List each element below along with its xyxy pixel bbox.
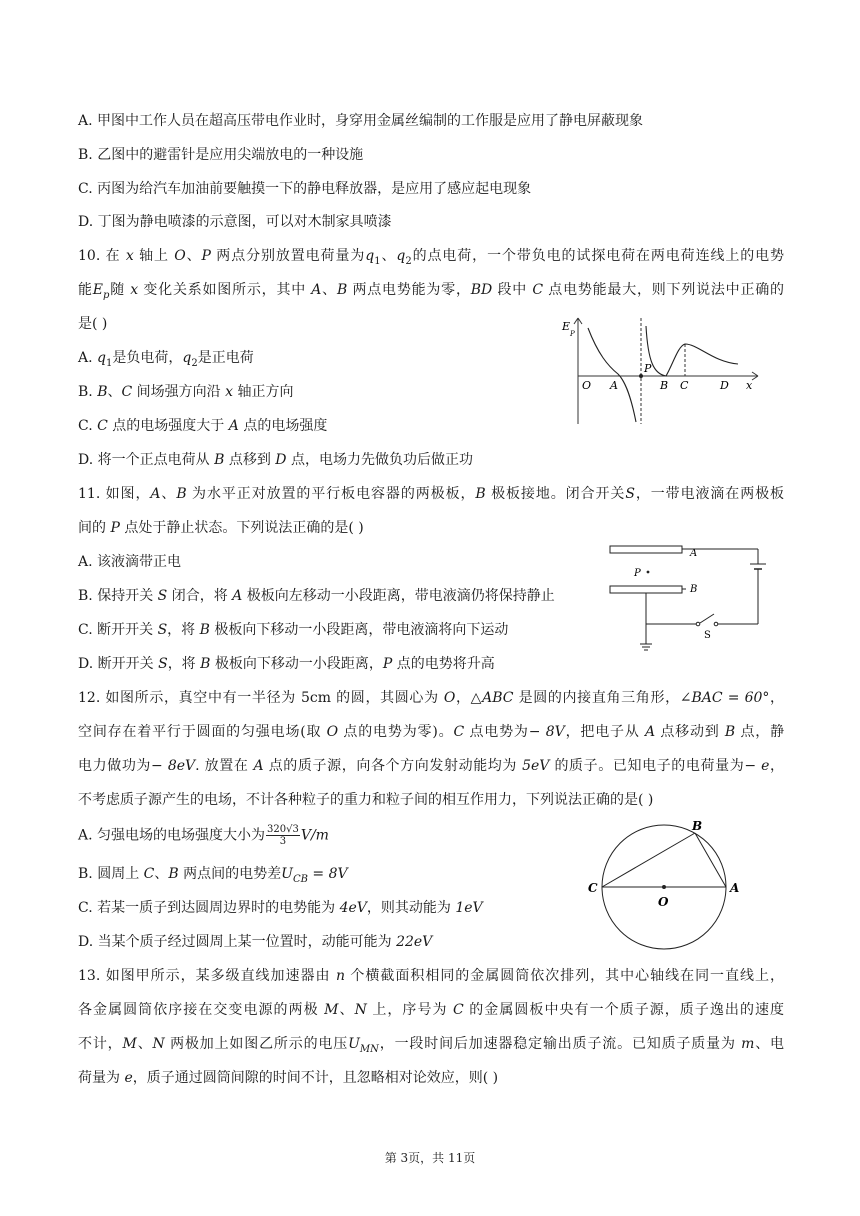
- q11-option-b: B. 保持开关 S 闭合，将 A 极板向左移动一小段距离，带电液滴仍将保持静止: [78, 588, 555, 604]
- q12-stem-line4: 不考虑质子源产生的电场，不计各种粒子的重力和粒子间的相互作用力，下列说法正确的是( ): [78, 792, 654, 808]
- q13-stem-line1: 13. 如图甲所示，某多级直线加速器由 n 个横截面积相同的金属圆筒依次排列，其中心轴线在同一直线上，: [78, 968, 785, 984]
- q10-option-d: D. 将一个正点电荷从 B 点移到 D 点，电场力先做负功后做正功: [78, 452, 473, 468]
- q12-stem-line3: 电力做功为− 8eV. 放置在 A 点的质子源，向各个方向发射动能均为 5eV 的质子。已知电子的电荷量为− e，: [78, 758, 785, 774]
- q11-stem-line1: 11. 如图，A、B 为水平正对放置的平行板电容器的两极板，B 极板接地。闭合开关S，一带电液滴在两极板: [78, 486, 785, 502]
- q12-stem-line2: 空间存在着平行于圆面的匀强电场(取 O 点的电势为零)。C 点电势为− 8V，把电子从 A 点移动到 B 点，静: [78, 724, 785, 740]
- q12-stem-line1: 12. 如图所示，真空中有一半径为 5cm 的圆，其圆心为 O，△ABC 是圆的内接直角三角形，∠BAC = 60°，: [78, 690, 785, 706]
- graph-label-a: A: [610, 379, 618, 392]
- q11-stem-line2: 间的 P 点处于静止状态。下列说法正确的是( ): [78, 520, 364, 536]
- q12-option-d: D. 当某个质子经过圆周上某一位置时，动能可能为 22eV: [78, 934, 433, 950]
- graph-label-p: P: [644, 362, 652, 375]
- circle-label-o: O: [658, 895, 669, 909]
- q11-option-a: A. 该液滴带正电: [78, 554, 182, 570]
- q10-stem-line3: 是( ): [78, 316, 108, 332]
- q9-option-d: D. 丁图为静电喷漆的示意图，可以对木制家具喷漆: [78, 214, 392, 230]
- circle-label-c: C: [588, 881, 598, 895]
- q10-ep-graph: [558, 314, 768, 428]
- q10-option-a: A. $q_1$是负电荷，$q_2$是正电荷: [78, 350, 254, 369]
- q10-option-c: C. C 点的电场强度大于 A 点的电场强度: [78, 418, 328, 434]
- q11-option-c: C. 断开开关 S，将 B 极板向下移动一小段距离，带电液滴将向下运动: [78, 622, 509, 638]
- circuit-label-p: P: [634, 568, 641, 579]
- q9-option-b: B. 乙图中的避雷针是应用尖端放电的一种设施: [78, 147, 364, 163]
- q11-capacitor-circuit: [600, 534, 780, 664]
- q13-stem-line4: 荷量为 e，质子通过圆筒间隙的时间不计，且忽略相对论效应，则( ): [78, 1070, 499, 1086]
- circuit-label-a: A: [690, 548, 698, 559]
- page-footer: 第 3页，共 11页: [384, 1151, 476, 1165]
- q11-option-d: D. 断开开关 S，将 B 极板向下移动一小段距离，P 点的电势将升高: [78, 656, 495, 672]
- q13-stem-line2: 各金属圆筒依序接在交变电源的两极 M、N 上，序号为 C 的金属圆板中央有一个质子源，质子逸出的速度: [78, 1002, 785, 1018]
- graph-label-b: B: [660, 379, 669, 392]
- graph-label-o: O: [582, 379, 592, 392]
- q12-option-a: A. 匀强电场的电场强度大小为 $\frac{320√3}{3}$ V/m: [78, 824, 329, 847]
- graph-ep-subscript: P: [570, 330, 575, 338]
- graph-label-x: x: [746, 379, 753, 392]
- circuit-label-s: S: [704, 630, 711, 641]
- q9-option-a: A. 甲图中工作人员在超高压带电作业时，身穿用金属丝编制的工作服是应用了静电屏蔽现象: [78, 113, 644, 129]
- circle-label-b: B: [692, 819, 703, 833]
- q9-option-c: C. 丙图为给汽车加油前要触摸一下的静电释放器，是应用了感应起电现象: [78, 181, 532, 197]
- circle-label-a: A: [730, 881, 740, 895]
- q12-fraction: $\frac{320√3}{3}$: [267, 824, 299, 847]
- graph-label-c: C: [680, 379, 689, 392]
- q10-stem-line1: 10. 在 x 轴上 O、P 两点分别放置电荷量为$q_1$、$q_2$的点电荷，一个带负电的试探电荷在两电荷连线上的电势: [78, 248, 785, 267]
- graph-ep-label: E: [562, 320, 571, 333]
- q12-option-c: C. 若某一质子到达圆周边界时的电势能为 4eV，则其动能为 1eV: [78, 900, 483, 916]
- circuit-label-b: B: [690, 584, 698, 595]
- q10-stem-line2: 能$E_p$随 x 变化关系如图所示，其中 A、B 两点电势能为零，BD 段中 C 点电势能最大，则下列说法中正确的: [78, 282, 785, 301]
- q12-circle-figure: [584, 818, 746, 952]
- q10-option-b: B. B、C 间场强方向沿 x 轴正方向: [78, 384, 294, 400]
- graph-label-d: D: [720, 379, 729, 392]
- q12-option-b: B. 圆周上 C、B 两点间的电势差$U_{CB} = 8V$: [78, 866, 348, 885]
- q13-stem-line3: 不计，M、N 两极加上如图乙所示的电压$U_{MN}$，一段时间后加速器稳定输出质子流。已知质子质量为 m、电: [78, 1036, 785, 1055]
